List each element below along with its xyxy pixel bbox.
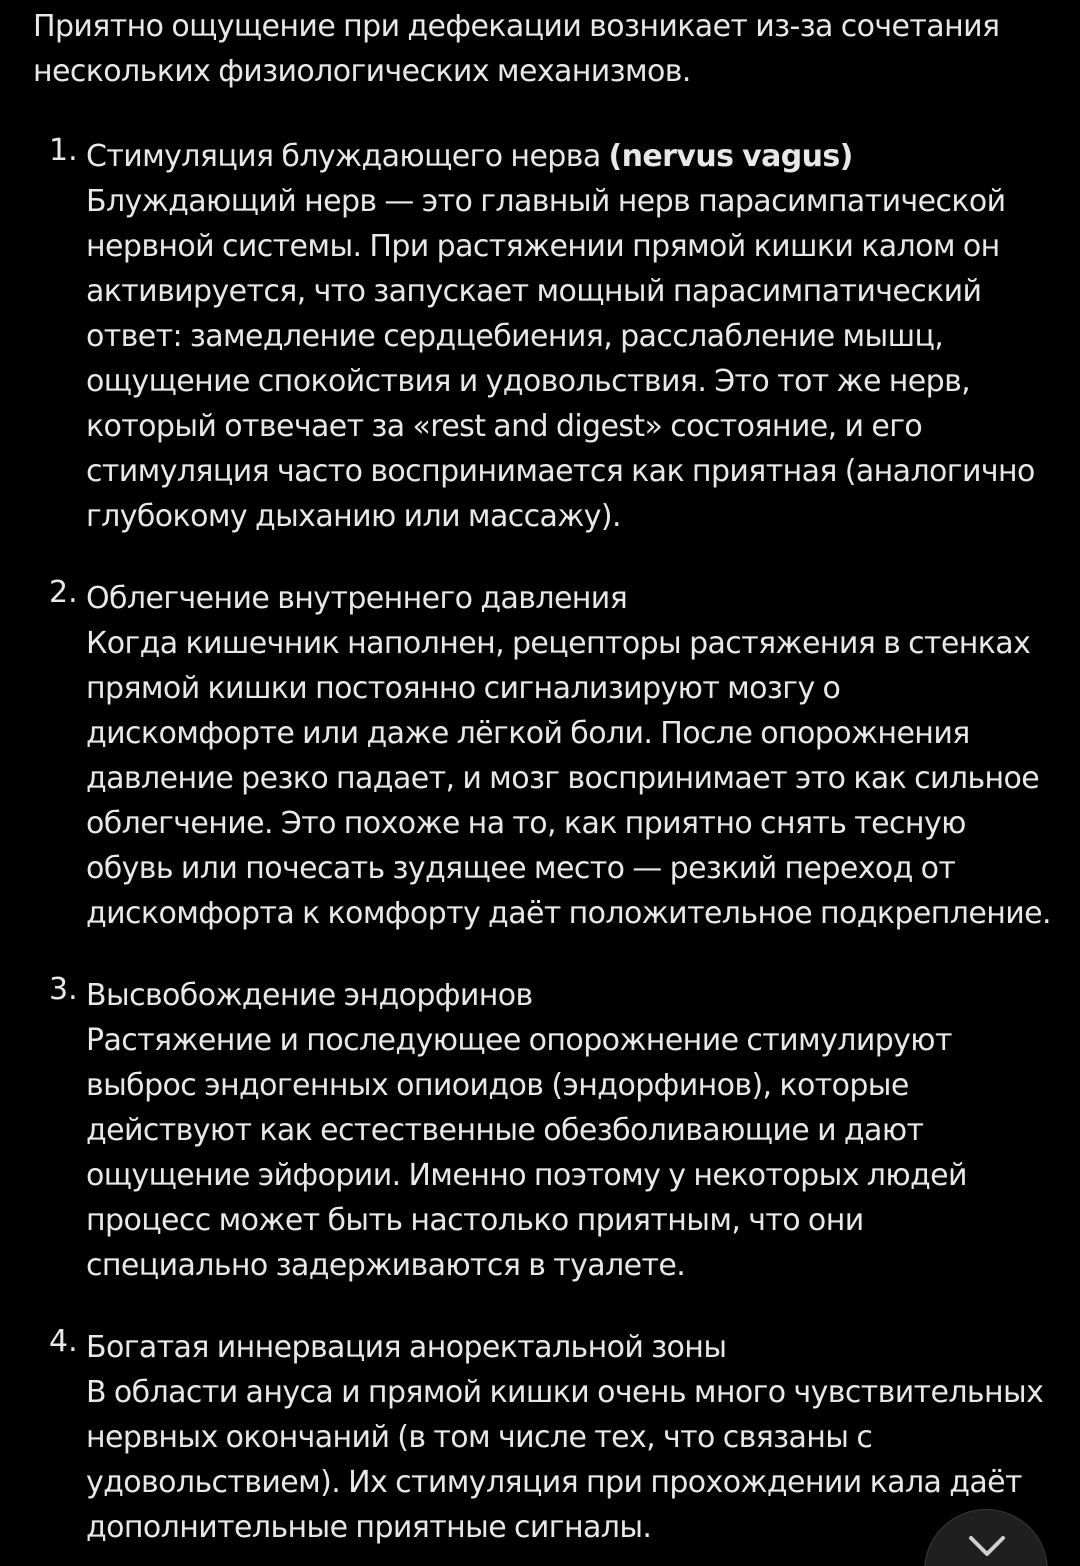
list-item-title-bold: (nervus vagus)	[608, 139, 853, 174]
list-item-title: Высвобождение эндорфинов	[86, 978, 533, 1013]
intro-paragraph: Приятно ощущение при дефекации возникает из-за сочетания нескольких физиологических механизмов.	[33, 9, 1000, 89]
list-item-body	[86, 134, 1053, 539]
list-item-text: Когда кишечник наполнен, рецепторы растяжения в стенках прямой кишки постоянно сигнализируют мозгу о дискомфорте или даже лёгкой боли. После опорожнения давление резко падает, и мозг воспринимает это как сильное облегчение. Это похоже на то, как приятно снять тесную обувь или почесать зудящее место — резкий переход от дискомфорта к комфорту даёт положительное подкрепление.	[86, 626, 1051, 931]
list-item-title: Стимуляция блуждающего нерва (nervus vagus)	[86, 139, 853, 174]
list-item-body	[86, 973, 1053, 1288]
list-item-number: 3.	[49, 972, 78, 1007]
chevron-down-icon	[965, 1532, 1009, 1562]
list-item-title: Облегчение внутреннего давления	[86, 581, 628, 616]
list-item	[33, 576, 1053, 936]
list-item	[33, 1325, 1053, 1550]
list-item-body	[86, 1325, 1053, 1550]
list-item	[33, 134, 1053, 539]
list-item-text: Блуждающий нерв — это главный нерв парасимпатической нервной системы. При растяжении прямой кишки калом он активируется, что запускает мощный парасимпатический ответ: замедление сердцебиения, расслабление мышц, ощущение спокойствия и удовольствия. Это тот же нерв, который отвечает за «rest and digest» состояние, и его стимуляция часто воспринимается как приятная (аналогично глубокому дыханию или массажу).	[86, 184, 1035, 534]
list-item-body	[86, 576, 1053, 936]
mechanisms-list	[33, 134, 1053, 1550]
list-item-number: 1.	[49, 133, 78, 168]
list-item-number: 4.	[49, 1324, 78, 1359]
list-item-title: Богатая иннервация аноректальной зоны	[86, 1330, 727, 1365]
list-item	[33, 973, 1053, 1288]
list-item-text: Растяжение и последующее опорожнение стимулируют выброс эндогенных опиоидов (эндорфинов), которые действуют как естественные обезболивающие и дают ощущение эйфории. Именно поэтому у некоторых людей процесс может быть настолько приятным, что они специально задерживаются в туалете.	[86, 1023, 967, 1283]
list-item-number: 2.	[49, 575, 78, 610]
message-content	[33, 0, 1053, 1550]
list-item-text: В области ануса и прямой кишки очень много чувствительных нервных окончаний (в том числе тех, что связаны с удовольствием). Их стимуляция при прохождении кала даёт дополнительные приятные сигналы.	[86, 1375, 1044, 1545]
